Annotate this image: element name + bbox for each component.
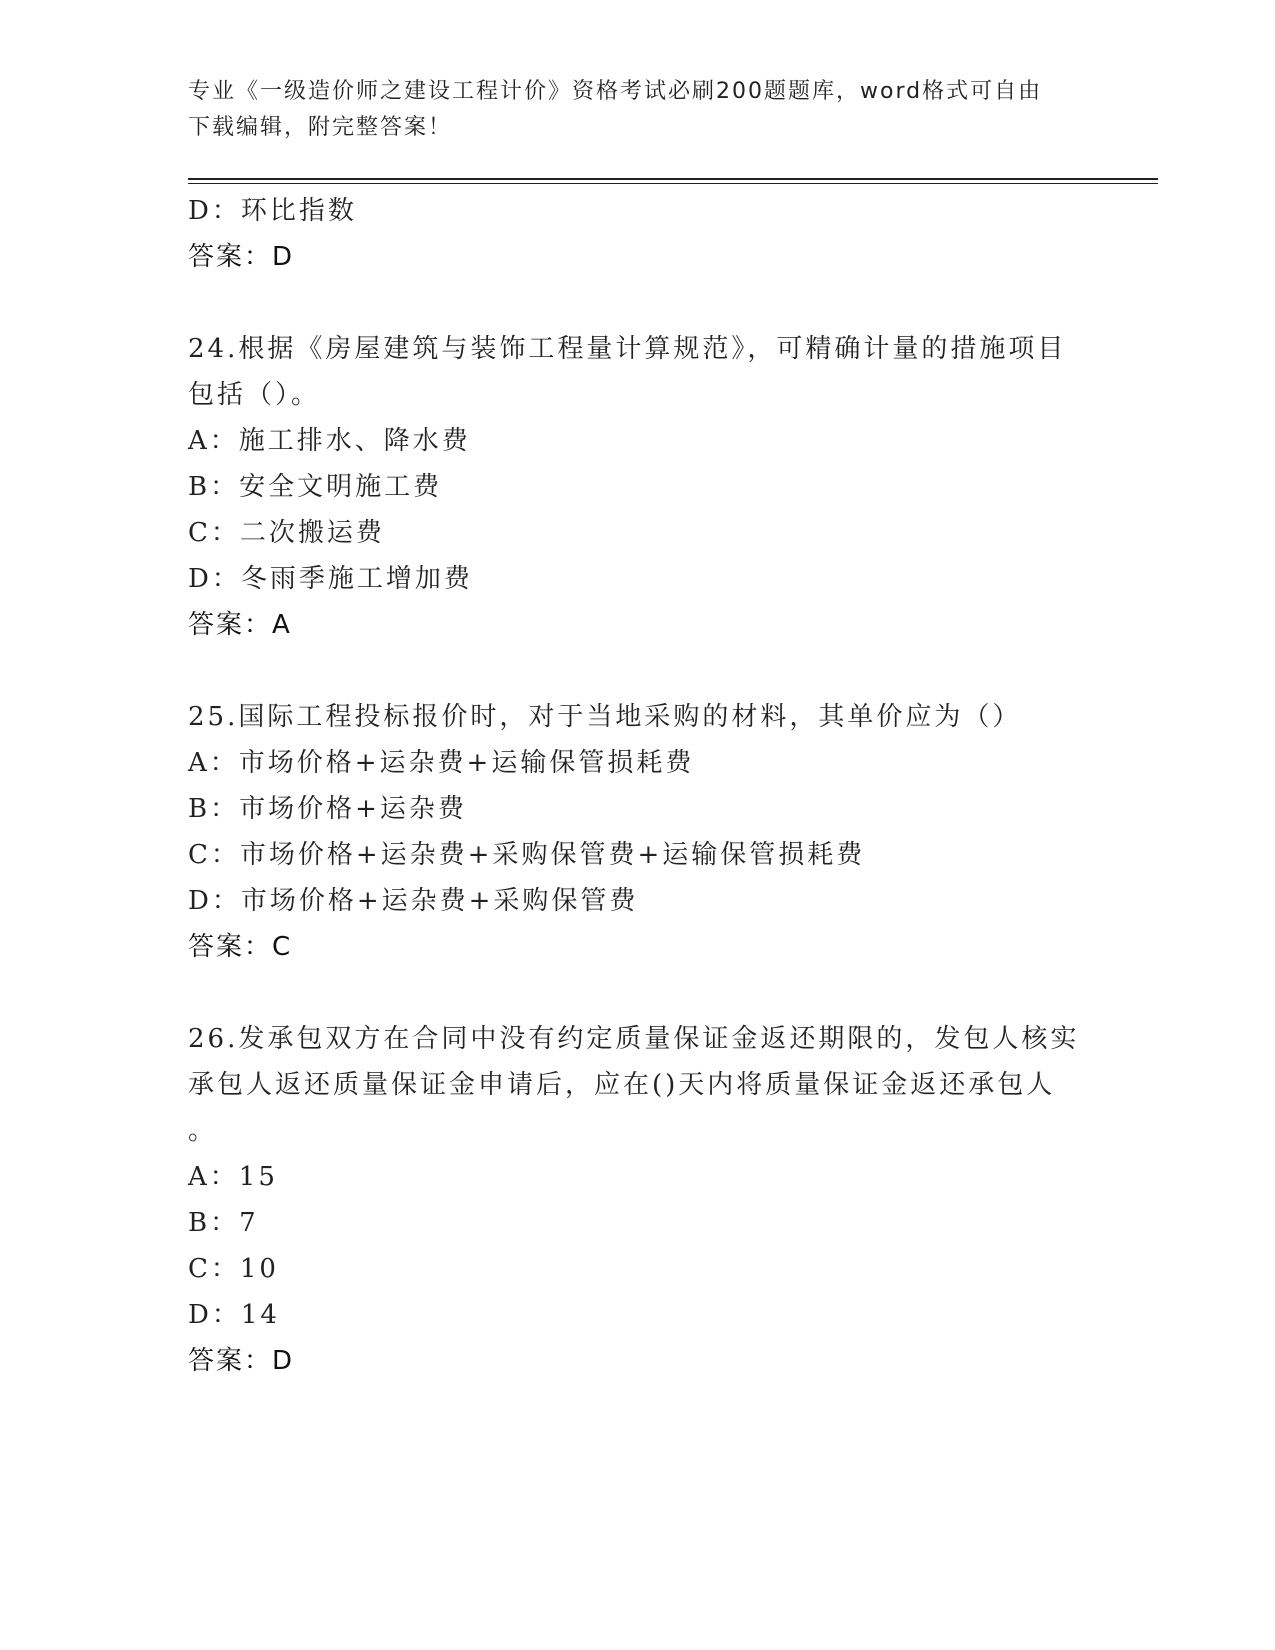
- header-line-2: 下载编辑，附完整答案！: [188, 115, 453, 140]
- option-c: C：市场价格+运杂费+采购保管费+运输保管损耗费: [188, 840, 866, 870]
- option-c: C：10: [188, 1254, 279, 1284]
- option-b: B：市场价格+运杂费: [188, 794, 467, 824]
- header-divider-thin: [188, 183, 1158, 184]
- previous-question-tail: [188, 188, 1088, 280]
- question-24: [188, 326, 1088, 648]
- question-25: [188, 694, 1088, 970]
- option-d: D：市场价格+运杂费+采购保管费: [188, 886, 639, 916]
- option-a: A：施工排水、降水费: [188, 426, 471, 456]
- question-stem: 。: [188, 1116, 218, 1146]
- option-c: C：二次搬运费: [188, 518, 385, 548]
- option-d: D：冬雨季施工增加费: [188, 564, 473, 594]
- option-b: B：7: [188, 1208, 259, 1238]
- answer-line: 答案：A: [188, 610, 292, 640]
- question-stem: 25.国际工程投标报价时，对于当地采购的材料，其单价应为（）: [188, 702, 1022, 732]
- question-stem: 承包人返还质量保证金申请后，应在()天内将质量保证金返还承包人: [188, 1070, 1056, 1100]
- question-stem: 24.根据《房屋建筑与装饰工程量计算规范》，可精确计量的措施项目: [188, 334, 1067, 364]
- option-d: D：环比指数: [188, 196, 357, 226]
- answer-line: 答案：C: [188, 932, 293, 962]
- question-content: [188, 188, 1088, 1384]
- answer-line: 答案：D: [188, 1346, 295, 1376]
- question-stem: 包括（）。: [188, 380, 321, 410]
- option-a: A：15: [188, 1162, 278, 1192]
- answer-line: 答案：D: [188, 242, 295, 272]
- question-26: [188, 1016, 1088, 1384]
- header-line-1: 专业《一级造价师之建设工程计价》资格考试必刷200题题库，word格式可自由: [188, 79, 1043, 104]
- option-a: A：市场价格+运杂费+运输保管损耗费: [188, 748, 695, 778]
- option-d: D：14: [188, 1300, 280, 1330]
- spacer: [188, 280, 1088, 326]
- header-divider-thick: [188, 178, 1158, 180]
- spacer: [188, 648, 1088, 694]
- option-b: B：安全文明施工费: [188, 472, 443, 502]
- document-header: [188, 74, 1068, 146]
- spacer: [188, 970, 1088, 1016]
- question-stem: 26.发承包双方在合同中没有约定质量保证金返还期限的，发包人核实: [188, 1024, 1080, 1054]
